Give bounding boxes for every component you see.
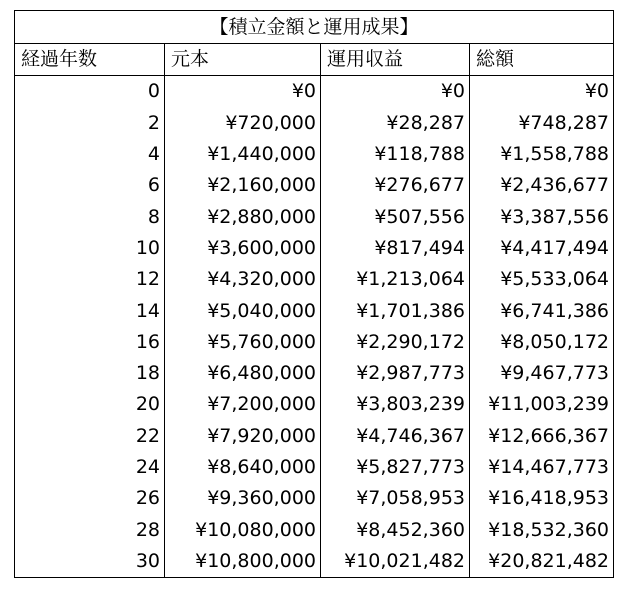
cell-elapsed-years: 4 [15, 139, 165, 170]
table-row [15, 108, 614, 139]
cell-principal: ¥0 [165, 76, 321, 108]
cell-elapsed-years: 8 [15, 201, 165, 232]
table-row [15, 170, 614, 201]
table-row [15, 421, 614, 452]
table-row [15, 233, 614, 264]
cell-total: ¥6,741,386 [470, 295, 614, 326]
cell-principal: ¥7,920,000 [165, 421, 321, 452]
table-row [15, 358, 614, 389]
header-row [15, 44, 614, 76]
cell-investment-return: ¥1,213,064 [321, 264, 470, 295]
cell-principal: ¥7,200,000 [165, 389, 321, 420]
cell-total: ¥1,558,788 [470, 139, 614, 170]
cell-elapsed-years: 10 [15, 233, 165, 264]
table-row [15, 514, 614, 545]
cell-elapsed-years: 12 [15, 264, 165, 295]
table-row [15, 483, 614, 514]
header-total: 総額 [470, 44, 614, 76]
cell-elapsed-years: 18 [15, 358, 165, 389]
cell-total: ¥12,666,367 [470, 421, 614, 452]
cell-elapsed-years: 0 [15, 76, 165, 108]
cell-principal: ¥5,040,000 [165, 295, 321, 326]
table-row [15, 139, 614, 170]
header-principal: 元本 [165, 44, 321, 76]
table-row [15, 546, 614, 578]
table-row [15, 264, 614, 295]
cell-principal: ¥3,600,000 [165, 233, 321, 264]
cell-principal: ¥2,880,000 [165, 201, 321, 232]
cell-elapsed-years: 14 [15, 295, 165, 326]
table-row [15, 389, 614, 420]
cell-total: ¥8,050,172 [470, 327, 614, 358]
cell-principal: ¥9,360,000 [165, 483, 321, 514]
table-row [15, 452, 614, 483]
title-row [15, 11, 614, 44]
cell-total: ¥16,418,953 [470, 483, 614, 514]
cell-elapsed-years: 22 [15, 421, 165, 452]
cell-principal: ¥2,160,000 [165, 170, 321, 201]
cell-principal: ¥720,000 [165, 108, 321, 139]
cell-total: ¥9,467,773 [470, 358, 614, 389]
cell-investment-return: ¥8,452,360 [321, 514, 470, 545]
cell-elapsed-years: 30 [15, 546, 165, 578]
cell-elapsed-years: 2 [15, 108, 165, 139]
cell-investment-return: ¥0 [321, 76, 470, 108]
cell-investment-return: ¥10,021,482 [321, 546, 470, 578]
cell-investment-return: ¥4,746,367 [321, 421, 470, 452]
cell-elapsed-years: 24 [15, 452, 165, 483]
cell-total: ¥2,436,677 [470, 170, 614, 201]
cell-investment-return: ¥2,290,172 [321, 327, 470, 358]
cell-principal: ¥4,320,000 [165, 264, 321, 295]
table-row [15, 76, 614, 108]
cell-total: ¥0 [470, 76, 614, 108]
cell-investment-return: ¥276,677 [321, 170, 470, 201]
cell-elapsed-years: 20 [15, 389, 165, 420]
savings-results-table [14, 10, 614, 578]
cell-principal: ¥6,480,000 [165, 358, 321, 389]
cell-investment-return: ¥7,058,953 [321, 483, 470, 514]
cell-investment-return: ¥3,803,239 [321, 389, 470, 420]
cell-total: ¥18,532,360 [470, 514, 614, 545]
table-row [15, 327, 614, 358]
cell-principal: ¥8,640,000 [165, 452, 321, 483]
table-row [15, 201, 614, 232]
cell-total: ¥20,821,482 [470, 546, 614, 578]
table-title: 【積立金額と運用成果】 [15, 11, 614, 44]
cell-principal: ¥1,440,000 [165, 139, 321, 170]
cell-elapsed-years: 26 [15, 483, 165, 514]
cell-investment-return: ¥1,701,386 [321, 295, 470, 326]
cell-total: ¥748,287 [470, 108, 614, 139]
cell-elapsed-years: 6 [15, 170, 165, 201]
cell-total: ¥14,467,773 [470, 452, 614, 483]
table-body [15, 76, 614, 578]
cell-total: ¥4,417,494 [470, 233, 614, 264]
cell-total: ¥11,003,239 [470, 389, 614, 420]
cell-investment-return: ¥507,556 [321, 201, 470, 232]
cell-elapsed-years: 28 [15, 514, 165, 545]
header-investment-return: 運用収益 [321, 44, 470, 76]
cell-investment-return: ¥817,494 [321, 233, 470, 264]
cell-investment-return: ¥5,827,773 [321, 452, 470, 483]
table-row [15, 295, 614, 326]
header-elapsed-years: 経過年数 [15, 44, 165, 76]
cell-investment-return: ¥28,287 [321, 108, 470, 139]
cell-investment-return: ¥118,788 [321, 139, 470, 170]
cell-principal: ¥10,800,000 [165, 546, 321, 578]
cell-principal: ¥5,760,000 [165, 327, 321, 358]
cell-investment-return: ¥2,987,773 [321, 358, 470, 389]
cell-total: ¥5,533,064 [470, 264, 614, 295]
cell-elapsed-years: 16 [15, 327, 165, 358]
cell-total: ¥3,387,556 [470, 201, 614, 232]
cell-principal: ¥10,080,000 [165, 514, 321, 545]
